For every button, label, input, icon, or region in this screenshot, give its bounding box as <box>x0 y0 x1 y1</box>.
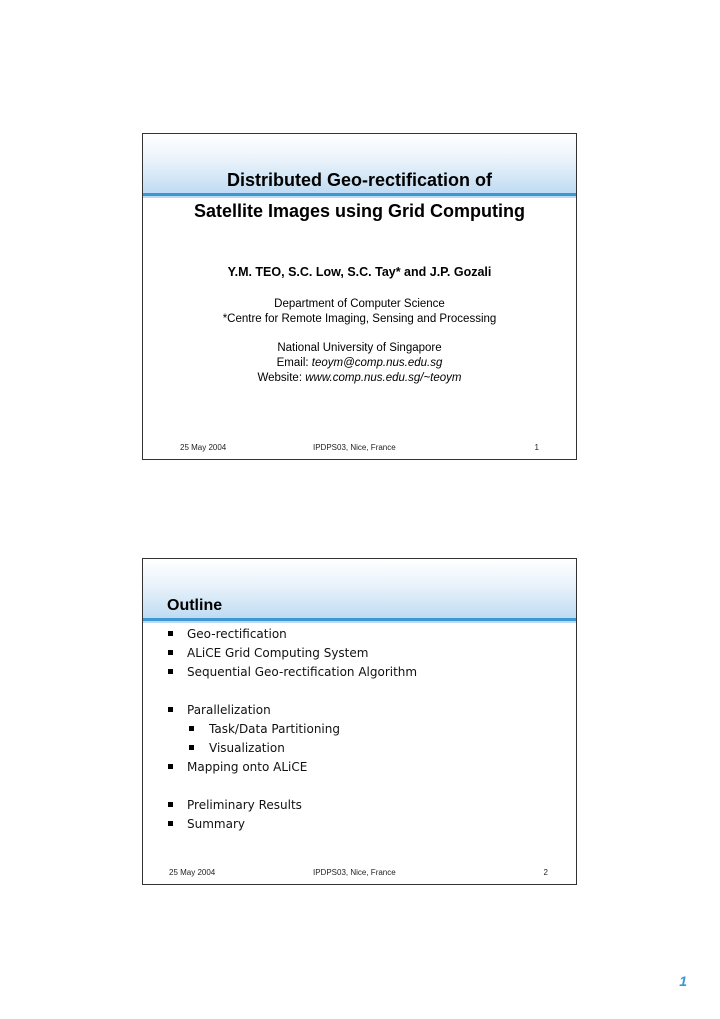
list-item <box>187 627 287 641</box>
list-item-label: Summary <box>187 817 245 831</box>
website-url[interactable]: www.comp.nus.edu.sg/~teoym <box>305 372 462 384</box>
affiliation-1: Department of Computer Science <box>274 298 445 310</box>
list-item-label: Mapping onto ALiCE <box>187 760 308 774</box>
slide-1 <box>142 133 577 460</box>
bullet-icon <box>168 821 173 826</box>
slide-2 <box>142 558 577 885</box>
list-item-label: Preliminary Results <box>187 798 302 812</box>
list-item <box>187 703 271 717</box>
website-line <box>143 371 576 386</box>
university: National University of Singapore <box>277 342 442 354</box>
email-address[interactable]: teoym@comp.nus.edu.sg <box>311 357 443 369</box>
header-divider <box>143 193 576 196</box>
bullet-icon <box>168 802 173 807</box>
email-line <box>143 356 576 371</box>
title-line-1: Distributed Geo-rectification of <box>226 170 493 190</box>
bullet-icon <box>189 726 194 731</box>
bullet-icon <box>168 650 173 655</box>
list-item <box>187 817 245 831</box>
footer-date: 25 May 2004 <box>169 868 216 877</box>
footer-event: IPDPS03, Nice, France <box>313 443 396 452</box>
affiliation-2: *Centre for Remote Imaging, Sensing and Processing <box>222 313 497 325</box>
list-item <box>187 798 302 812</box>
page-number: 1 <box>679 973 687 989</box>
footer-date: 25 May 2004 <box>180 443 227 452</box>
bullet-icon <box>168 764 173 769</box>
outline-title: Outline <box>167 597 223 614</box>
footer-slide-number: 1 <box>534 443 539 452</box>
header-divider <box>143 618 576 621</box>
list-item <box>187 646 368 660</box>
footer-event: IPDPS03, Nice, France <box>313 868 396 877</box>
footer-slide-number: 2 <box>543 868 548 877</box>
list-item <box>209 741 285 755</box>
list-item-label: Parallelization <box>187 703 271 717</box>
bullet-icon <box>168 669 173 674</box>
list-item <box>187 665 417 679</box>
list-item-label: Task/Data Partitioning <box>209 722 340 736</box>
list-item-label: Geo-rectification <box>187 627 287 641</box>
list-item-label: Visualization <box>209 741 285 755</box>
email-label: Email: <box>276 357 312 369</box>
list-item-label: Sequential Geo-rectification Algorithm <box>187 665 418 679</box>
bullet-icon <box>189 745 194 750</box>
authors: Y.M. TEO, S.C. Low, S.C. Tay* and J.P. Gozali <box>227 265 492 279</box>
title-line-2: Satellite Images using Grid Computing <box>193 201 526 221</box>
list-item <box>187 760 307 774</box>
list-item <box>209 722 340 736</box>
bullet-icon <box>168 707 173 712</box>
website-label: Website: <box>257 372 306 384</box>
list-item-label: ALiCE Grid Computing System <box>187 646 369 660</box>
bullet-icon <box>168 631 173 636</box>
